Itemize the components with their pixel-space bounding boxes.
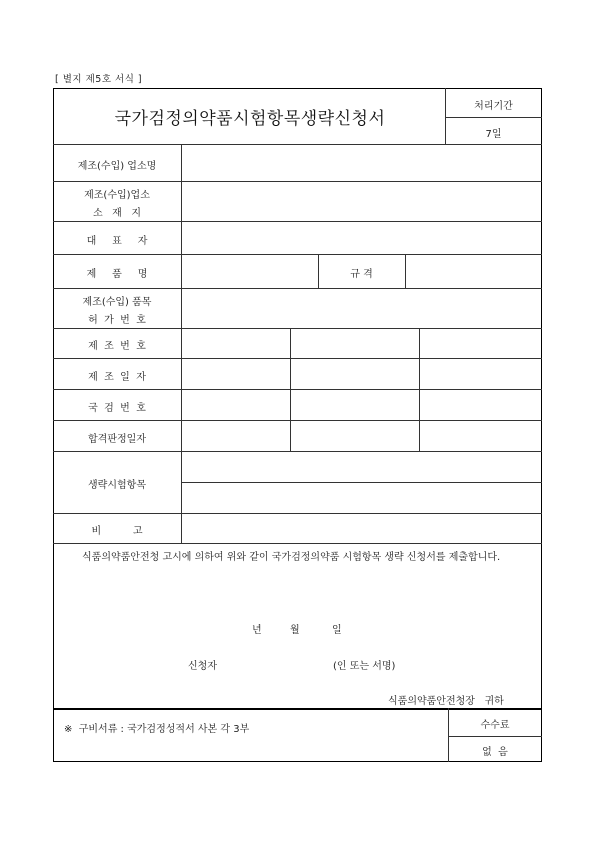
applicant-label: 신청자 — [188, 661, 217, 672]
fee-divider — [448, 736, 542, 737]
date-day: 일 — [332, 625, 342, 636]
row-rule — [53, 328, 542, 329]
permit-number-label: 제조(수입) 품목 — [82, 297, 152, 308]
applicant-sign: (인 또는 서명) — [333, 661, 396, 672]
column-rule — [405, 254, 406, 288]
mfg-number-label: 제 조 번 호 — [88, 341, 146, 352]
permit-number-label-2: 허 가 번 호 — [88, 315, 146, 326]
label-column-rule — [181, 144, 182, 543]
row-rule — [53, 144, 542, 145]
row-rule — [53, 254, 542, 255]
form-number: [ 별지 제5호 서식 ] — [55, 74, 143, 85]
row-rule — [53, 221, 542, 222]
date-year: 년 — [252, 625, 262, 636]
pass-date-label: 합격판정일자 — [88, 434, 146, 445]
attachment-note: ※ 구비서류 : 국가검정성적서 사본 각 3부 — [64, 724, 250, 735]
row-rule — [53, 358, 542, 359]
addressee: 식품의약품안전청장 귀하 — [388, 696, 504, 707]
row-rule — [53, 451, 542, 452]
row-rule — [53, 543, 542, 544]
test-number-label: 국 검 번 호 — [88, 403, 146, 414]
row-rule — [53, 181, 542, 182]
processing-divider — [445, 117, 542, 118]
company-address-label-2: 소 재 지 — [92, 208, 142, 219]
company-name-label: 제조(수입) 업소명 — [77, 161, 157, 172]
spec-label: 규 격 — [350, 269, 373, 280]
footer-rule — [53, 708, 542, 710]
column-rule — [290, 328, 291, 451]
row-rule — [53, 389, 542, 390]
product-name-label: 제 품 명 — [86, 269, 148, 280]
mfg-date-label: 제 조 일 자 — [88, 372, 146, 383]
row-rule — [53, 513, 542, 514]
date-month: 월 — [290, 625, 300, 636]
omitted-items-label: 생략시험항목 — [88, 480, 146, 491]
fee-value: 없 음 — [482, 747, 508, 758]
column-rule — [419, 328, 420, 451]
representative-label: 대 표 자 — [86, 236, 148, 247]
remarks-label: 비 고 — [91, 526, 143, 537]
company-address-label: 제조(수입)업소 — [84, 190, 150, 201]
row-rule — [53, 420, 542, 421]
processing-period-value: 7일 — [485, 129, 502, 140]
fee-label: 수수료 — [480, 720, 510, 731]
row-rule — [181, 482, 542, 483]
row-rule — [53, 288, 542, 289]
processing-period-label: 처리기간 — [474, 101, 513, 112]
form-title: 국가검정의약품시험항목생략신청서 — [114, 109, 386, 129]
application-statement: 식품의약품안전청 고시에 의하여 위와 같이 국가검정의약품 시험항목 생략 신청서를 제출합니다. — [82, 552, 501, 563]
